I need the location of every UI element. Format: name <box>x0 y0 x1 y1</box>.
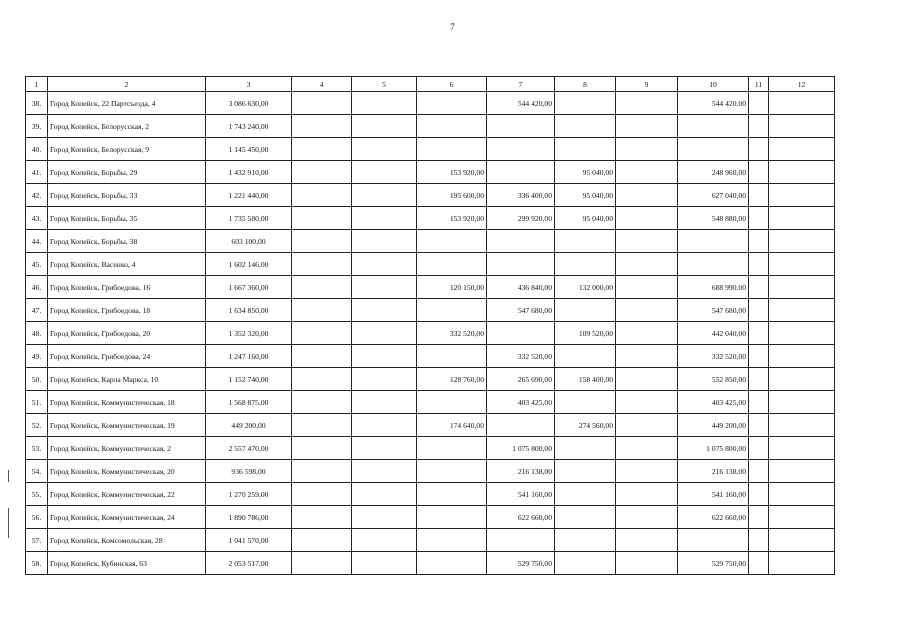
amount-cell <box>749 92 769 115</box>
amount-cell <box>616 529 678 552</box>
amount-cell: 95 040,00 <box>555 161 616 184</box>
page-number: 7 <box>450 22 455 32</box>
amount-cell: 336 400,00 <box>487 184 555 207</box>
amount-cell <box>555 506 616 529</box>
amount-cell <box>555 230 616 253</box>
address-cell: Город Копейск, Васенко, 4 <box>48 253 206 276</box>
address-cell: Город Копейск, Белорусская, 2 <box>48 115 206 138</box>
amount-cell <box>555 253 616 276</box>
amount-cell <box>417 299 487 322</box>
amount-cell: 1 735 580,00 <box>206 207 292 230</box>
amount-cell <box>749 115 769 138</box>
address-cell: Город Копейск, Грибоедова, 16 <box>48 276 206 299</box>
amount-cell <box>292 207 352 230</box>
amount-cell <box>555 437 616 460</box>
amount-cell <box>678 115 749 138</box>
amount-cell <box>292 184 352 207</box>
amount-cell <box>292 368 352 391</box>
amount-cell <box>352 414 417 437</box>
amount-cell: 1 890 786,00 <box>206 506 292 529</box>
amount-cell: 128 760,00 <box>417 368 487 391</box>
amount-cell: 1 667 360,00 <box>206 276 292 299</box>
amount-cell: 541 160,00 <box>487 483 555 506</box>
amount-cell: 544 420,00 <box>678 92 749 115</box>
amount-cell <box>769 230 835 253</box>
amount-cell <box>352 138 417 161</box>
amount-cell <box>352 253 417 276</box>
row-number: 58. <box>26 552 48 575</box>
amount-cell: 120 150,00 <box>417 276 487 299</box>
table-row <box>26 230 835 253</box>
amount-cell: 1 602 146,00 <box>206 253 292 276</box>
amount-cell <box>352 529 417 552</box>
amount-cell: 1 634 850,00 <box>206 299 292 322</box>
amount-cell <box>292 483 352 506</box>
address-cell: Город Копейск, Коммунистическая, 2 <box>48 437 206 460</box>
row-number: 40. <box>26 138 48 161</box>
amount-cell <box>749 322 769 345</box>
amount-cell: 688 990,00 <box>678 276 749 299</box>
amount-cell <box>749 483 769 506</box>
amount-cell <box>555 529 616 552</box>
amount-cell <box>352 391 417 414</box>
amount-cell <box>769 552 835 575</box>
amount-cell: 1 145 450,00 <box>206 138 292 161</box>
amount-cell: 442 040,00 <box>678 322 749 345</box>
table-row <box>26 161 835 184</box>
amount-cell <box>352 483 417 506</box>
amount-cell: 1 152 740,00 <box>206 368 292 391</box>
amount-cell <box>487 253 555 276</box>
amount-cell <box>292 161 352 184</box>
address-cell: Город Копейск, 22 Партсъезда, 4 <box>48 92 206 115</box>
amount-cell <box>352 322 417 345</box>
amount-cell <box>417 437 487 460</box>
table-row <box>26 437 835 460</box>
amount-cell <box>352 161 417 184</box>
amount-cell <box>352 207 417 230</box>
address-cell: Город Копейск, Комсомольская, 28 <box>48 529 206 552</box>
address-cell: Город Копейск, Борьбы, 38 <box>48 230 206 253</box>
row-number: 39. <box>26 115 48 138</box>
amount-cell <box>678 529 749 552</box>
address-cell: Город Копейск, Борьбы, 33 <box>48 184 206 207</box>
address-cell: Город Копейск, Коммунистическая, 24 <box>48 506 206 529</box>
table-row <box>26 460 835 483</box>
amount-cell: 1 432 910,00 <box>206 161 292 184</box>
amount-cell <box>417 391 487 414</box>
amount-cell <box>417 92 487 115</box>
amount-cell <box>616 184 678 207</box>
amount-cell <box>616 299 678 322</box>
amount-cell: 332 520,00 <box>678 345 749 368</box>
amount-cell <box>487 115 555 138</box>
amount-cell <box>555 299 616 322</box>
amount-cell <box>769 253 835 276</box>
amount-cell: 529 750,00 <box>487 552 555 575</box>
amount-cell <box>749 506 769 529</box>
address-cell: Город Копейск, Грибоедова, 24 <box>48 345 206 368</box>
amount-cell <box>769 161 835 184</box>
amount-cell: 216 138,00 <box>678 460 749 483</box>
address-cell: Город Копейск, Коммунистическая, 18 <box>48 391 206 414</box>
amount-cell <box>417 506 487 529</box>
amount-cell <box>749 230 769 253</box>
table-row <box>26 253 835 276</box>
amount-cell <box>417 345 487 368</box>
amount-cell <box>352 115 417 138</box>
amount-cell <box>555 460 616 483</box>
amount-cell: 547 680,00 <box>678 299 749 322</box>
amount-cell: 1 352 320,00 <box>206 322 292 345</box>
amount-cell <box>292 253 352 276</box>
row-number: 45. <box>26 253 48 276</box>
amount-cell: 248 960,00 <box>678 161 749 184</box>
row-number: 44. <box>26 230 48 253</box>
amount-cell: 158 400,00 <box>555 368 616 391</box>
column-header-5: 5 <box>352 77 417 92</box>
row-number: 57. <box>26 529 48 552</box>
table-row <box>26 138 835 161</box>
row-number: 41. <box>26 161 48 184</box>
table-row <box>26 345 835 368</box>
amount-cell: 403 425,00 <box>487 391 555 414</box>
amount-cell <box>749 138 769 161</box>
amount-cell: 95 040,00 <box>555 184 616 207</box>
amount-cell <box>769 299 835 322</box>
amount-cell: 548 880,00 <box>678 207 749 230</box>
amount-cell: 449 200,00 <box>206 414 292 437</box>
amount-cell: 436 840,00 <box>487 276 555 299</box>
amount-cell <box>292 230 352 253</box>
amount-cell: 332 520,00 <box>487 345 555 368</box>
amount-cell: 622 660,00 <box>487 506 555 529</box>
amount-cell <box>616 253 678 276</box>
amount-cell <box>352 460 417 483</box>
amount-cell: 541 160,00 <box>678 483 749 506</box>
amount-cell <box>352 299 417 322</box>
address-cell: Город Копейск, Кубинская, 63 <box>48 552 206 575</box>
address-cell: Город Копейск, Борьбы, 35 <box>48 207 206 230</box>
margin-mark <box>8 508 9 538</box>
amount-cell <box>769 460 835 483</box>
amount-cell <box>487 414 555 437</box>
row-number: 53. <box>26 437 48 460</box>
amount-cell <box>769 92 835 115</box>
amount-cell <box>555 483 616 506</box>
row-number: 51. <box>26 391 48 414</box>
row-number: 38. <box>26 92 48 115</box>
amount-cell <box>487 138 555 161</box>
amount-cell: 109 520,00 <box>555 322 616 345</box>
amount-cell <box>555 92 616 115</box>
amount-cell: 1 743 240,00 <box>206 115 292 138</box>
amount-cell <box>292 460 352 483</box>
table-row <box>26 391 835 414</box>
amount-cell <box>749 161 769 184</box>
amount-cell <box>616 322 678 345</box>
table-row <box>26 322 835 345</box>
amount-cell <box>769 368 835 391</box>
amount-cell <box>769 322 835 345</box>
amount-cell <box>616 276 678 299</box>
amount-cell <box>678 253 749 276</box>
table-row <box>26 506 835 529</box>
amount-cell <box>417 138 487 161</box>
table-row <box>26 414 835 437</box>
amount-cell <box>769 437 835 460</box>
amount-cell <box>769 276 835 299</box>
amount-cell: 2 557 470,00 <box>206 437 292 460</box>
table-row <box>26 184 835 207</box>
amount-cell <box>292 276 352 299</box>
amount-cell <box>678 138 749 161</box>
amount-cell <box>616 207 678 230</box>
amount-cell: 195 600,00 <box>417 184 487 207</box>
row-number: 42. <box>26 184 48 207</box>
amount-cell <box>769 529 835 552</box>
amount-cell: 449 200,00 <box>678 414 749 437</box>
amount-cell: 216 138,00 <box>487 460 555 483</box>
column-header-2: 2 <box>48 77 206 92</box>
amount-cell: 174 640,00 <box>417 414 487 437</box>
amount-cell: 299 920,00 <box>487 207 555 230</box>
amount-cell <box>292 506 352 529</box>
amount-cell <box>616 161 678 184</box>
amount-cell <box>292 414 352 437</box>
column-header-6: 6 <box>417 77 487 92</box>
amount-cell <box>616 506 678 529</box>
amount-cell <box>352 345 417 368</box>
address-cell: Город Копейск, Карла Маркса, 10 <box>48 368 206 391</box>
amount-cell: 132 000,00 <box>555 276 616 299</box>
column-header-11: 11 <box>749 77 769 92</box>
amount-cell: 936 598,00 <box>206 460 292 483</box>
row-number: 46. <box>26 276 48 299</box>
amount-cell <box>749 345 769 368</box>
amount-cell <box>352 552 417 575</box>
header-row <box>26 77 835 92</box>
amount-cell: 1 221 440,00 <box>206 184 292 207</box>
table-row <box>26 368 835 391</box>
amount-cell <box>616 345 678 368</box>
amount-cell <box>292 299 352 322</box>
amount-cell <box>749 299 769 322</box>
amount-cell <box>749 276 769 299</box>
table-body <box>26 92 835 575</box>
data-table <box>25 76 835 575</box>
amount-cell <box>616 92 678 115</box>
row-number: 47. <box>26 299 48 322</box>
column-header-12: 12 <box>769 77 835 92</box>
amount-cell <box>487 322 555 345</box>
amount-cell: 1 075 800,00 <box>487 437 555 460</box>
amount-cell <box>749 207 769 230</box>
amount-cell <box>352 437 417 460</box>
amount-cell <box>292 437 352 460</box>
amount-cell <box>292 552 352 575</box>
amount-cell <box>616 115 678 138</box>
address-cell: Город Копейск, Коммунистическая, 19 <box>48 414 206 437</box>
address-cell: Город Копейск, Грибоедова, 20 <box>48 322 206 345</box>
amount-cell: 1 247 160,00 <box>206 345 292 368</box>
amount-cell <box>292 529 352 552</box>
amount-cell <box>749 368 769 391</box>
amount-cell: 552 850,00 <box>678 368 749 391</box>
amount-cell <box>555 345 616 368</box>
amount-cell <box>352 92 417 115</box>
amount-cell: 265 690,00 <box>487 368 555 391</box>
amount-cell: 1 041 570,00 <box>206 529 292 552</box>
amount-cell: 529 750,00 <box>678 552 749 575</box>
amount-cell <box>352 230 417 253</box>
amount-cell <box>352 506 417 529</box>
amount-cell <box>616 483 678 506</box>
amount-cell <box>616 460 678 483</box>
amount-cell <box>749 391 769 414</box>
table-row <box>26 207 835 230</box>
address-cell: Город Копейск, Белорусская, 9 <box>48 138 206 161</box>
row-number: 52. <box>26 414 48 437</box>
amount-cell <box>749 253 769 276</box>
amount-cell <box>616 391 678 414</box>
table-row <box>26 529 835 552</box>
address-cell: Город Копейск, Коммунистическая, 20 <box>48 460 206 483</box>
amount-cell <box>352 184 417 207</box>
amount-cell <box>749 529 769 552</box>
amount-cell <box>616 414 678 437</box>
amount-cell <box>616 138 678 161</box>
amount-cell <box>769 115 835 138</box>
amount-cell <box>487 230 555 253</box>
amount-cell <box>487 161 555 184</box>
amount-cell: 603 100,00 <box>206 230 292 253</box>
amount-cell <box>769 138 835 161</box>
amount-cell <box>417 552 487 575</box>
address-cell: Город Копейск, Грибоедова, 18 <box>48 299 206 322</box>
table-row <box>26 276 835 299</box>
amount-cell <box>417 230 487 253</box>
amount-cell: 547 680,00 <box>487 299 555 322</box>
amount-cell <box>292 115 352 138</box>
row-number: 43. <box>26 207 48 230</box>
amount-cell <box>417 115 487 138</box>
amount-cell <box>769 506 835 529</box>
amount-cell <box>769 345 835 368</box>
amount-cell <box>352 276 417 299</box>
amount-cell <box>678 230 749 253</box>
amount-cell <box>417 460 487 483</box>
amount-cell <box>555 552 616 575</box>
amount-cell <box>292 92 352 115</box>
amount-cell: 332 520,00 <box>417 322 487 345</box>
table-row <box>26 299 835 322</box>
amount-cell: 622 660,00 <box>678 506 749 529</box>
table-row <box>26 483 835 506</box>
row-number: 48. <box>26 322 48 345</box>
amount-cell <box>769 391 835 414</box>
amount-cell: 403 425,00 <box>678 391 749 414</box>
amount-cell: 1 270 259,00 <box>206 483 292 506</box>
amount-cell <box>749 414 769 437</box>
amount-cell <box>417 483 487 506</box>
table-row <box>26 115 835 138</box>
amount-cell <box>616 437 678 460</box>
address-cell: Город Копейск, Борьбы, 29 <box>48 161 206 184</box>
column-header-1: 1 <box>26 77 48 92</box>
amount-cell <box>749 552 769 575</box>
amount-cell <box>769 184 835 207</box>
amount-cell <box>769 414 835 437</box>
column-header-3: 3 <box>206 77 292 92</box>
row-number: 54. <box>26 460 48 483</box>
amount-cell <box>749 437 769 460</box>
column-header-8: 8 <box>555 77 616 92</box>
column-header-7: 7 <box>487 77 555 92</box>
amount-cell: 627 040,00 <box>678 184 749 207</box>
row-number: 50. <box>26 368 48 391</box>
amount-cell <box>616 368 678 391</box>
amount-cell <box>417 529 487 552</box>
amount-cell <box>292 322 352 345</box>
amount-cell <box>749 460 769 483</box>
amount-cell: 95 040,00 <box>555 207 616 230</box>
amount-cell <box>292 138 352 161</box>
amount-cell: 153 920,00 <box>417 161 487 184</box>
amount-cell: 1 568 875,00 <box>206 391 292 414</box>
row-number: 56. <box>26 506 48 529</box>
table-row <box>26 552 835 575</box>
amount-cell <box>292 391 352 414</box>
amount-cell <box>292 345 352 368</box>
amount-cell: 153 920,00 <box>417 207 487 230</box>
amount-cell <box>555 115 616 138</box>
amount-cell <box>417 253 487 276</box>
row-number: 55. <box>26 483 48 506</box>
amount-cell: 544 420,00 <box>487 92 555 115</box>
amount-cell <box>769 483 835 506</box>
amount-cell <box>487 529 555 552</box>
table-row <box>26 92 835 115</box>
row-number: 49. <box>26 345 48 368</box>
column-header-4: 4 <box>292 77 352 92</box>
amount-cell <box>769 207 835 230</box>
column-header-9: 9 <box>616 77 678 92</box>
margin-mark <box>8 470 9 482</box>
amount-cell <box>616 552 678 575</box>
amount-cell: 274 560,00 <box>555 414 616 437</box>
amount-cell: 2 053 517,00 <box>206 552 292 575</box>
column-header-10: 10 <box>678 77 749 92</box>
amount-cell <box>555 138 616 161</box>
amount-cell <box>749 184 769 207</box>
amount-cell <box>555 391 616 414</box>
address-cell: Город Копейск, Коммунистическая, 22 <box>48 483 206 506</box>
amount-cell <box>616 230 678 253</box>
amount-cell: 3 086 630,00 <box>206 92 292 115</box>
amount-cell: 1 075 800,00 <box>678 437 749 460</box>
amount-cell <box>352 368 417 391</box>
